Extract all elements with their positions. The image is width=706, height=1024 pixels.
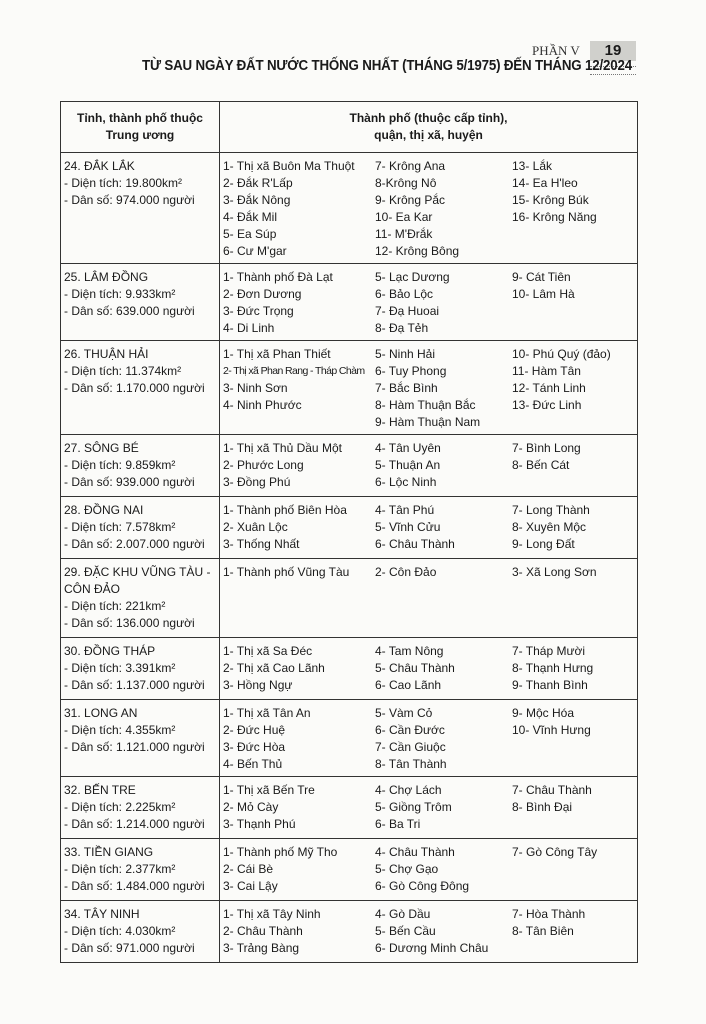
unit-item: 2- Phước Long <box>223 458 304 472</box>
unit-item: 7- Đạ Huoai <box>375 304 440 318</box>
unit-item: 9- Mộc Hóa <box>512 706 575 720</box>
unit-item: 2- Thị xã Phan Rang - Tháp Chàm <box>223 365 365 377</box>
province-population: - Dân số: 136.000 người <box>64 616 195 630</box>
units-column <box>223 782 375 833</box>
units-column <box>375 705 512 773</box>
unit-item: 8- Đạ Tẻh <box>375 321 429 335</box>
unit-item: 1- Thị xã Buôn Ma Thuột <box>223 159 355 173</box>
unit-item: 14- Ea H'leo <box>512 176 578 190</box>
unit-item: 8-Krông Nô <box>375 176 437 190</box>
unit-item: 3- Trảng Bàng <box>223 941 300 955</box>
province-cell <box>61 901 220 963</box>
unit-item: 13- Đức Linh <box>512 398 582 412</box>
table-row <box>61 777 638 839</box>
province-area: - Diện tích: 11.374km² <box>64 364 182 378</box>
units-cell <box>220 901 638 963</box>
province-name: 31. LONG AN <box>64 706 138 720</box>
units-columns <box>223 346 635 431</box>
units-cell <box>220 264 638 341</box>
unit-item: 4- Gò Dầu <box>375 907 431 921</box>
unit-item: 9- Thanh Bình <box>512 678 588 692</box>
province-population: - Dân số: 939.000 người <box>64 475 195 489</box>
unit-item: 3- Đồng Phú <box>223 475 291 489</box>
unit-item: 1- Thị xã Bến Tre <box>223 783 315 797</box>
unit-item: 13- Lắk <box>512 159 553 173</box>
table-row <box>61 700 638 777</box>
unit-item: 8- Bến Cát <box>512 458 570 472</box>
table-row <box>61 839 638 901</box>
units-columns <box>223 440 635 491</box>
units-columns <box>223 643 635 694</box>
units-column <box>512 643 635 694</box>
units-column <box>375 782 512 833</box>
unit-item: 2- Côn Đảo <box>375 565 437 579</box>
table-row <box>61 341 638 435</box>
unit-item: 7- Hòa Thành <box>512 907 586 921</box>
units-column <box>512 906 635 957</box>
unit-item: 12- Tánh Linh <box>512 381 586 395</box>
unit-item: 1- Thị xã Sa Đéc <box>223 644 313 658</box>
province-population: - Dân số: 974.000 người <box>64 193 195 207</box>
units-column <box>375 346 512 431</box>
unit-item: 9- Cát Tiên <box>512 270 571 284</box>
unit-item: 3- Đức Trọng <box>223 304 294 318</box>
unit-item: 1- Thị xã Phan Thiết <box>223 347 331 361</box>
province-area: - Diện tích: 2.225km² <box>64 800 176 814</box>
province-population: - Dân số: 971.000 người <box>64 941 195 955</box>
units-columns <box>223 158 635 260</box>
province-name: 33. TIỀN GIANG <box>64 845 154 859</box>
units-columns <box>223 269 635 337</box>
unit-item: 7- Tháp Mười <box>512 644 586 658</box>
province-area: - Diện tích: 9.859km² <box>64 458 176 472</box>
unit-item: 4- Bến Thủ <box>223 757 283 771</box>
unit-item: 3- Thống Nhất <box>223 537 300 551</box>
unit-item: 10- Ea Kar <box>375 210 433 224</box>
unit-item: 8- Xuyên Mộc <box>512 520 587 534</box>
units-column <box>223 502 375 553</box>
unit-item: 3- Đắk Nông <box>223 193 291 207</box>
units-cell <box>220 153 638 264</box>
units-columns <box>223 906 635 957</box>
unit-item: 12- Krông Bông <box>375 244 460 258</box>
units-columns <box>223 502 635 553</box>
unit-item: 4- Ninh Phước <box>223 398 302 412</box>
table-row <box>61 435 638 497</box>
province-area: - Diện tích: 19.800km² <box>64 176 183 190</box>
units-column <box>223 440 375 491</box>
province-population: - Dân số: 2.007.000 người <box>64 537 205 551</box>
units-columns <box>223 782 635 833</box>
units-cell <box>220 559 638 638</box>
province-population: - Dân số: 1.137.000 người <box>64 678 205 692</box>
province-cell <box>61 700 220 777</box>
unit-item: 4- Di Linh <box>223 321 275 335</box>
table-header-row <box>61 102 638 153</box>
unit-item: 7- Châu Thành <box>512 783 592 797</box>
province-area: - Diện tích: 4.355km² <box>64 723 176 737</box>
table-row <box>61 638 638 700</box>
unit-item: 3- Hồng Ngự <box>223 678 293 692</box>
unit-item: 5- Chợ Gạo <box>375 862 439 876</box>
table-row <box>61 901 638 963</box>
unit-item: 10- Lâm Hà <box>512 287 575 301</box>
unit-item: 2- Cái Bè <box>223 862 274 876</box>
table-row <box>61 153 638 264</box>
province-area: - Diện tích: 7.578km² <box>64 520 176 534</box>
unit-item: 7- Long Thành <box>512 503 590 517</box>
province-name: 34. TÂY NINH <box>64 907 140 921</box>
unit-item: 11- M'Đrắk <box>375 227 433 241</box>
unit-item: 5- Châu Thành <box>375 661 455 675</box>
units-column <box>512 269 635 337</box>
units-column <box>512 440 635 491</box>
unit-item: 2- Thị xã Cao Lãnh <box>223 661 325 675</box>
province-name: 28. ĐỒNG NAI <box>64 503 144 517</box>
unit-item: 3- Đức Hòa <box>223 740 286 754</box>
unit-item: 2- Mỏ Cày <box>223 800 279 814</box>
unit-item: 3- Xã Long Sơn <box>512 565 597 579</box>
units-cell <box>220 341 638 435</box>
unit-item: 9- Hàm Thuận Nam <box>375 415 481 429</box>
unit-item: 4- Chợ Lách <box>375 783 442 797</box>
unit-item: 16- Krông Năng <box>512 210 597 224</box>
province-cell <box>61 638 220 700</box>
unit-item: 1- Thành phố Vũng Tàu <box>223 565 350 579</box>
units-column <box>223 564 375 581</box>
province-cell <box>61 341 220 435</box>
unit-item: 4- Tân Uyên <box>375 441 441 455</box>
header-units: Thành phố (thuộc cấp tỉnh), quận, thị xã, huyện <box>220 102 638 153</box>
unit-item: 9- Krông Pắc <box>375 193 446 207</box>
unit-item: 6- Cần Đước <box>375 723 445 737</box>
unit-item: 9- Long Đất <box>512 537 575 551</box>
unit-item: 4- Tam Nông <box>375 644 444 658</box>
page-number: 19 <box>590 41 636 61</box>
province-cell <box>61 497 220 559</box>
units-column <box>223 269 375 337</box>
units-column <box>375 440 512 491</box>
province-area: - Diện tích: 4.030km² <box>64 924 176 938</box>
province-name: 32. BẾN TRE <box>64 783 136 797</box>
unit-item: 15- Krông Búk <box>512 193 589 207</box>
province-population: - Dân số: 1.214.000 người <box>64 817 205 831</box>
units-column <box>223 705 375 773</box>
units-column <box>375 158 512 260</box>
header-province: Tỉnh, thành phố thuộc Trung ương <box>61 102 220 153</box>
table-row <box>61 497 638 559</box>
unit-item: 2- Châu Thành <box>223 924 303 938</box>
unit-item: 7- Krông Ana <box>375 159 446 173</box>
unit-item: 7- Gò Công Tây <box>512 845 598 859</box>
unit-item: 2- Đức Huệ <box>223 723 286 737</box>
unit-item: 5- Thuận An <box>375 458 441 472</box>
table-row <box>61 264 638 341</box>
units-column <box>223 844 375 895</box>
province-population: - Dân số: 1.170.000 người <box>64 381 205 395</box>
units-column <box>223 158 375 260</box>
unit-item: 1- Thị xã Tây Ninh <box>223 907 321 921</box>
units-column <box>375 269 512 337</box>
units-column <box>223 346 375 431</box>
unit-item: 3- Thạnh Phú <box>223 817 296 831</box>
province-population: - Dân số: 1.484.000 người <box>64 879 205 893</box>
province-area: - Diện tích: 2.377km² <box>64 862 176 876</box>
unit-item: 5- Bến Cầu <box>375 924 436 938</box>
unit-item: 6- Tuy Phong <box>375 364 447 378</box>
unit-item: 1- Thị xã Tân An <box>223 706 311 720</box>
part-label: PHẦN V <box>532 43 580 58</box>
unit-item: 5- Vĩnh Cửu <box>375 520 441 534</box>
unit-item: 2- Xuân Lộc <box>223 520 288 534</box>
province-name: 30. ĐỒNG THÁP <box>64 644 156 658</box>
unit-item: 1- Thành phố Biên Hòa <box>223 503 347 517</box>
unit-item: 8- Bình Đại <box>512 800 573 814</box>
unit-item: 5- Ninh Hải <box>375 347 436 361</box>
unit-item: 10- Vĩnh Hưng <box>512 723 591 737</box>
units-column <box>512 502 635 553</box>
units-column <box>512 705 635 773</box>
units-cell <box>220 435 638 497</box>
units-cell <box>220 700 638 777</box>
province-name: 24. ĐẮK LẮK <box>64 159 135 173</box>
unit-item: 8- Tân Biên <box>512 924 574 938</box>
unit-item: 3- Cai Lậy <box>223 879 278 893</box>
units-cell <box>220 497 638 559</box>
province-cell <box>61 839 220 901</box>
province-name: 29. ĐẶC KHU VŨNG TÀU - CÔN ĐẢO <box>64 565 211 596</box>
unit-item: 6- Cư M'gar <box>223 244 287 258</box>
unit-item: 7- Bình Long <box>512 441 581 455</box>
unit-item: 8- Thạnh Hưng <box>512 661 594 675</box>
unit-item: 11- Hàm Tân <box>512 364 581 378</box>
unit-item: 6- Lộc Ninh <box>375 475 437 489</box>
unit-item: 5- Vàm Cỏ <box>375 706 433 720</box>
unit-item: 2- Đắk R'Lấp <box>223 176 293 190</box>
units-column <box>375 564 512 581</box>
units-cell <box>220 777 638 839</box>
table-row <box>61 559 638 638</box>
unit-item: 4- Tân Phú <box>375 503 435 517</box>
province-population: - Dân số: 639.000 người <box>64 304 195 318</box>
province-area: - Diện tích: 3.391km² <box>64 661 176 675</box>
units-columns <box>223 844 635 895</box>
unit-item: 7- Cần Giuộc <box>375 740 446 754</box>
unit-item: 6- Ba Tri <box>375 817 421 831</box>
unit-item: 1- Thành phố Đà Lạt <box>223 270 333 284</box>
units-column <box>512 564 635 581</box>
unit-item: 3- Ninh Sơn <box>223 381 288 395</box>
unit-item: 5- Lạc Dương <box>375 270 450 284</box>
units-column <box>512 844 635 895</box>
province-population: - Dân số: 1.121.000 người <box>64 740 205 754</box>
province-name: 27. SÔNG BÉ <box>64 441 139 455</box>
province-cell <box>61 777 220 839</box>
province-area: - Diện tích: 221km² <box>64 599 166 613</box>
units-column <box>223 643 375 694</box>
unit-item: 5- Giồng Trôm <box>375 800 452 814</box>
unit-item: 2- Đơn Dương <box>223 287 302 301</box>
units-column <box>223 906 375 957</box>
province-cell <box>61 435 220 497</box>
unit-item: 5- Ea Súp <box>223 227 277 241</box>
unit-item: 10- Phú Quý (đảo) <box>512 347 611 361</box>
province-name: 25. LÂM ĐỒNG <box>64 270 149 284</box>
unit-item: 6- Cao Lãnh <box>375 678 442 692</box>
units-cell <box>220 638 638 700</box>
unit-item: 8- Tân Thành <box>375 757 447 771</box>
province-cell <box>61 264 220 341</box>
unit-item: 4- Đắk Mil <box>223 210 278 224</box>
units-columns <box>223 564 635 581</box>
unit-item: 8- Hàm Thuận Bắc <box>375 398 476 412</box>
unit-item: 6- Gò Công Đông <box>375 879 470 893</box>
units-column <box>512 782 635 833</box>
units-column <box>512 346 635 431</box>
unit-item: 1- Thị xã Thủ Dầu Một <box>223 441 342 455</box>
units-column <box>375 502 512 553</box>
province-name: 26. THUẬN HẢI <box>64 347 149 361</box>
units-columns <box>223 705 635 773</box>
units-cell <box>220 839 638 901</box>
units-column <box>375 643 512 694</box>
units-column <box>375 906 512 957</box>
unit-item: 1- Thành phố Mỹ Tho <box>223 845 338 859</box>
province-cell <box>61 559 220 638</box>
units-column <box>512 158 635 260</box>
province-area: - Diện tích: 9.933km² <box>64 287 176 301</box>
unit-item: 6- Châu Thành <box>375 537 455 551</box>
admin-units-table <box>60 101 638 963</box>
unit-item: 6- Dương Minh Châu <box>375 941 489 955</box>
units-column <box>375 844 512 895</box>
province-cell <box>61 153 220 264</box>
unit-item: 6- Bảo Lộc <box>375 287 434 301</box>
unit-item: 4- Châu Thành <box>375 845 455 859</box>
running-title: TỪ SAU NGÀY ĐẤT NƯỚC THỐNG NHẤT (THÁNG 5/1975) ĐẾN THÁNG 12/2024 <box>142 58 632 74</box>
unit-item: 7- Bắc Bình <box>375 381 438 395</box>
